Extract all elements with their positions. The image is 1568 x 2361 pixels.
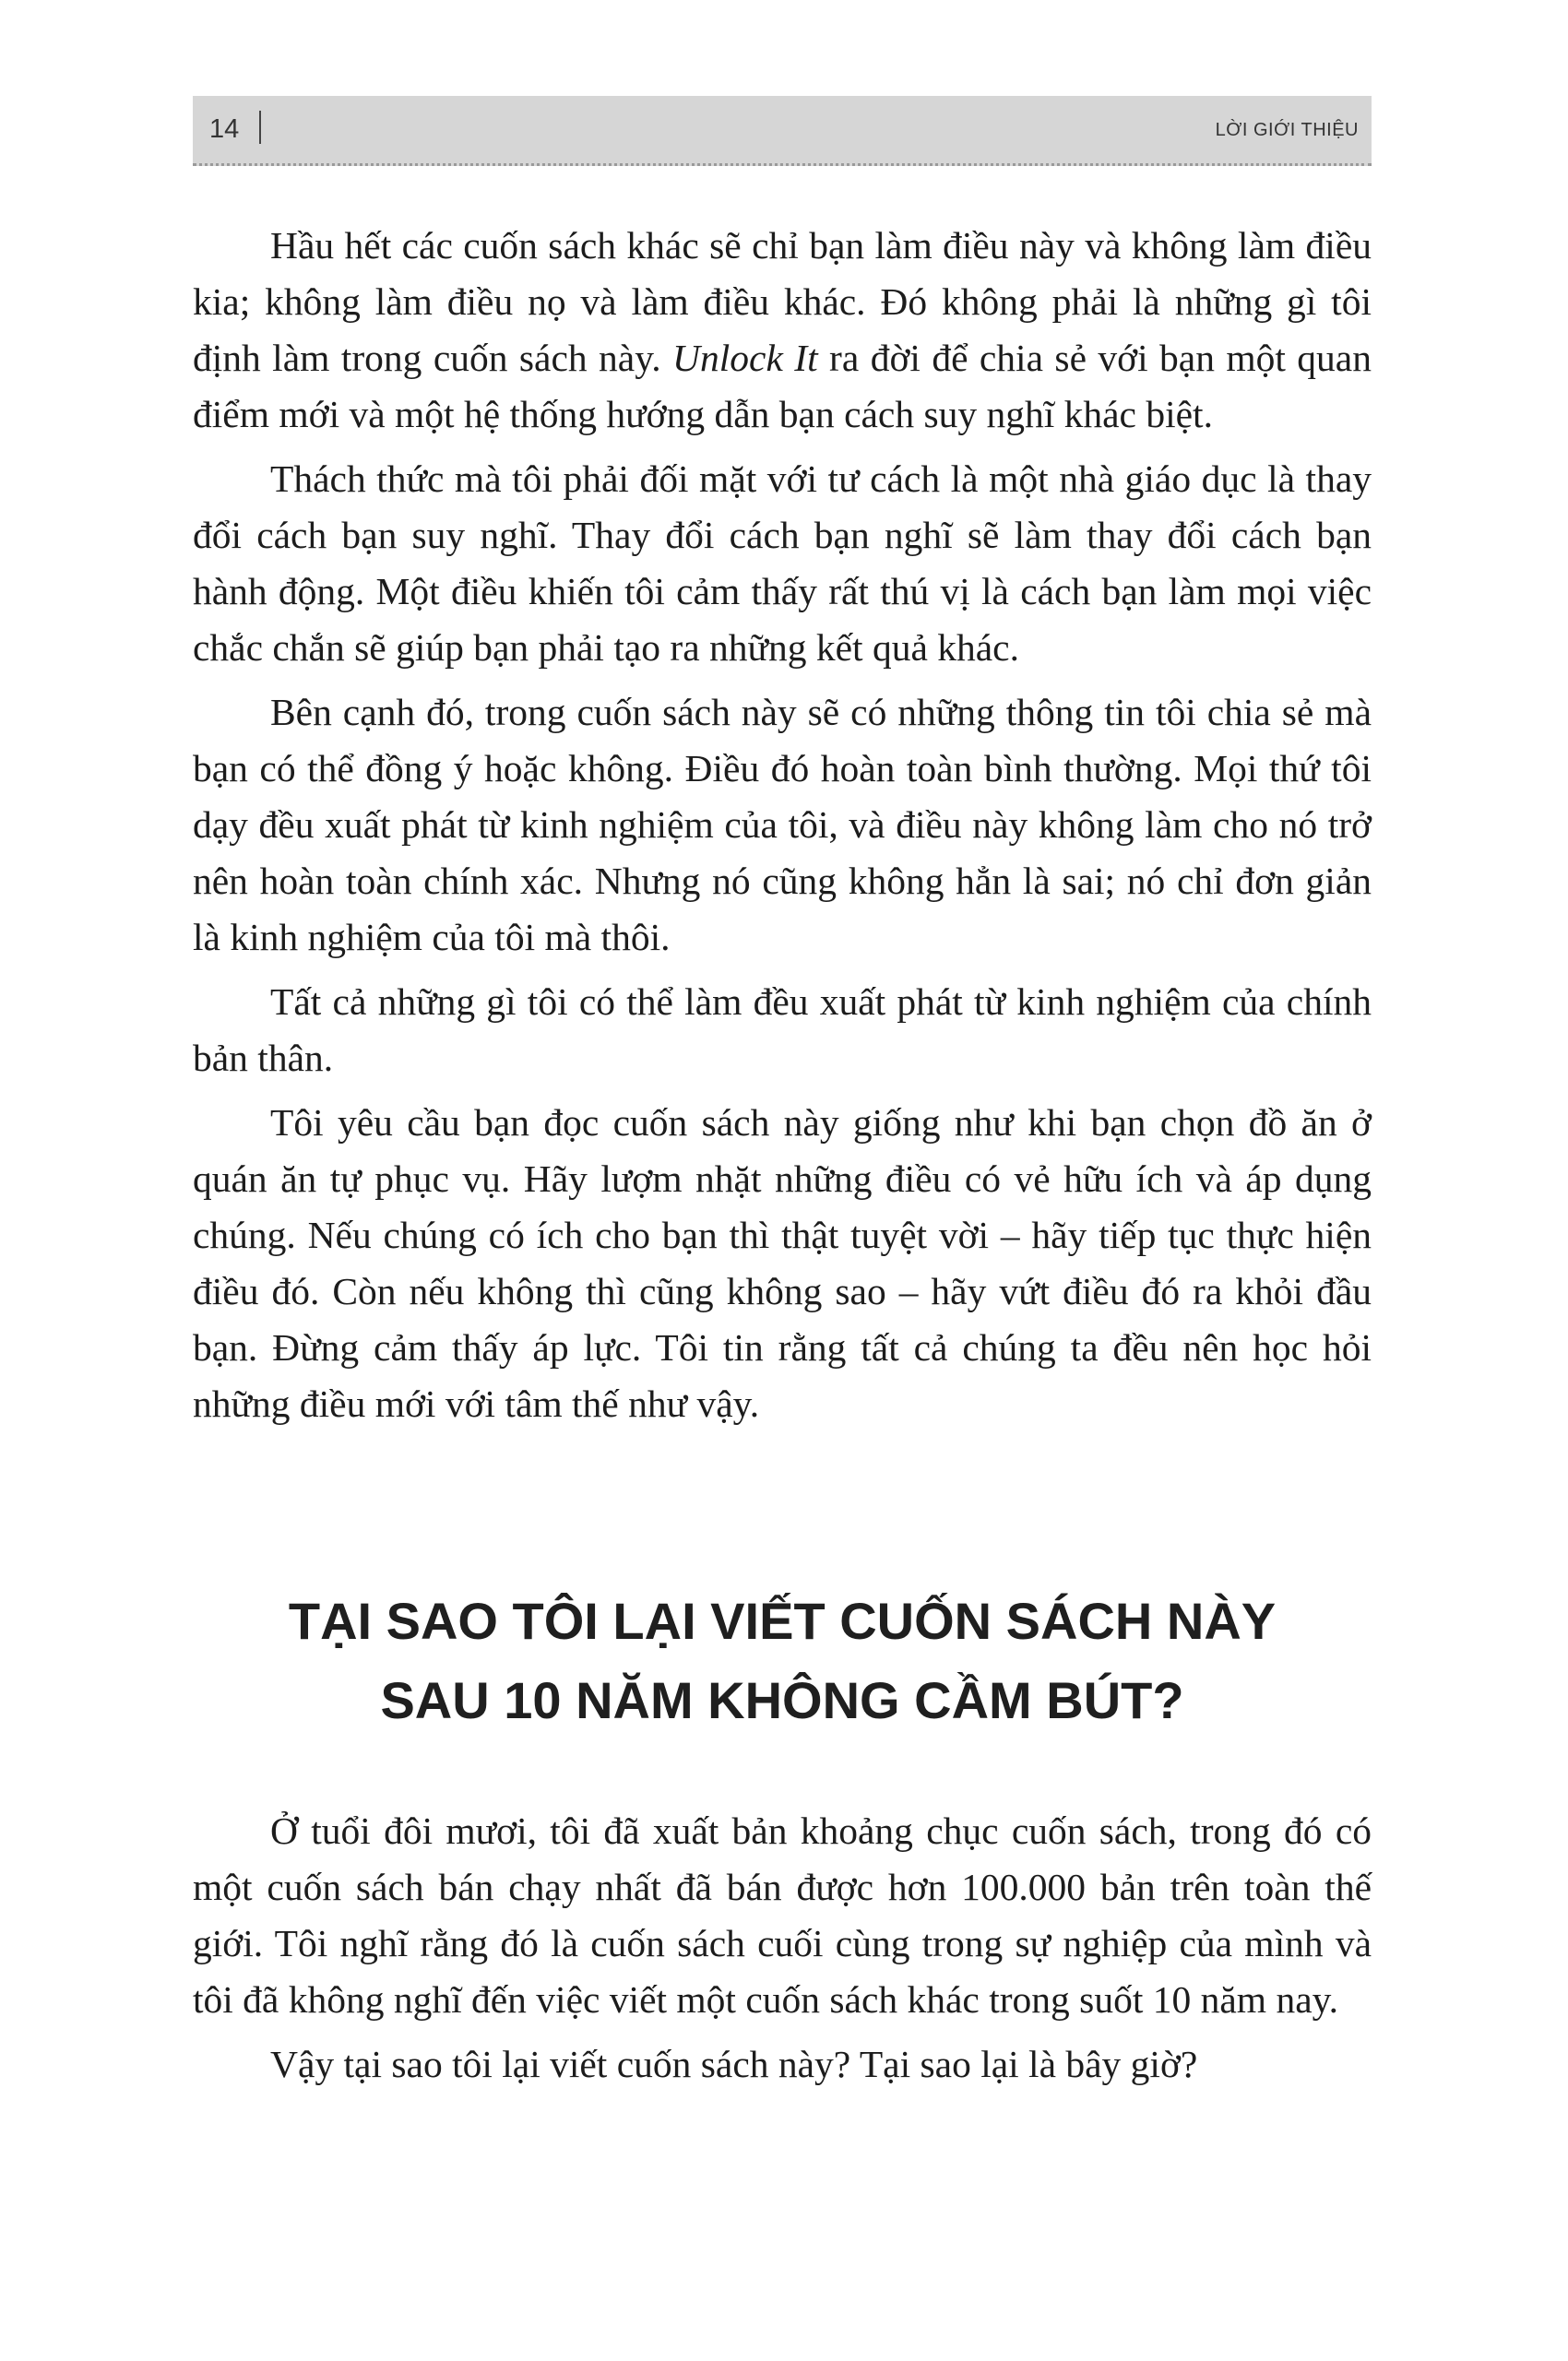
body-text-section [193,1803,1372,2101]
paragraph-text: Hầu hết các cuốn sách khác sẽ chỉ bạn làm điều này và không làm điều kia; không làm điều nọ và làm điều khác. Đó không phải là những gì tôi định làm trong cuốn sách này. [193,224,1372,379]
paragraph: Tất cả những gì tôi có thể làm đều xuất phát từ kinh nghiệm của chính bản thân. [193,980,1372,1079]
paragraph-text: ra đời để chia sẻ với bạn một quan điểm mới và một hệ thống hướng dẫn bạn cách suy nghĩ khác biệt. [193,337,1372,435]
book-title: Unlock It [672,337,818,379]
heading-line: SAU 10 NĂM KHÔNG CẦM BÚT? [380,1671,1184,1729]
paragraph: Ở tuổi đôi mươi, tôi đã xuất bản khoảng chục cuốn sách, trong đó có một cuốn sách bán chạy nhất đã bán được hơn 100.000 bản trên toàn thế giới. Tôi nghĩ rằng đó là cuốn sách cuối cùng trong sự nghiệp của mình và tôi đã không nghĩ đến việc viết một cuốn sách khác trong suốt 10 năm nay. [193,1809,1372,2021]
running-header [193,96,1372,166]
section-heading [193,1582,1372,1740]
paragraph: Bên cạnh đó, trong cuốn sách này sẽ có những thông tin tôi chia sẻ mà bạn có thể đồng ý hoặc không. Điều đó hoàn toàn bình thường. Mọi thứ tôi dạy đều xuất phát từ kinh nghiệm của tôi, và điều này không làm cho nó trở nên hoàn toàn chính xác. Nhưng nó cũng không hẳn là sai; nó chỉ đơn giản là kinh nghiệm của tôi mà thôi. [193,691,1372,958]
paragraph [193,218,1372,443]
body-text-intro [193,218,1372,1441]
paragraph: Vậy tại sao tôi lại viết cuốn sách này? Tại sao lại là bây giờ? [270,2043,1198,2085]
header-divider [259,111,261,144]
page-number: 14 [209,114,240,144]
paragraph: Thách thức mà tôi phải đối mặt với tư cách là một nhà giáo dục là thay đổi cách bạn suy nghĩ. Thay đổi cách bạn nghĩ sẽ làm thay đổi cách bạn hành động. Một điều khiến tôi cảm thấy rất thú vị là cách bạn làm mọi việc chắc chắn sẽ giúp bạn phải tạo ra những kết quả khác. [193,457,1372,669]
paragraph: Tôi yêu cầu bạn đọc cuốn sách này giống như khi bạn chọn đồ ăn ở quán ăn tự phục vụ. Hãy lượm nhặt những điều có vẻ hữu ích và áp dụng chúng. Nếu chúng có ích cho bạn thì thật tuyệt vời – hãy tiếp tục thực hiện điều đó. Còn nếu không thì cũng không sao – hãy vứt điều đó ra khỏi đầu bạn. Đừng cảm thấy áp lực. Tôi tin rằng tất cả chúng ta đều nên học hỏi những điều mới với tâm thế như vậy. [193,1101,1372,1425]
section-title: LỜI GIỚI THIỆU [1215,120,1359,140]
heading-line: TẠI SAO TÔI LẠI VIẾT CUỐN SÁCH NÀY [288,1592,1277,1650]
